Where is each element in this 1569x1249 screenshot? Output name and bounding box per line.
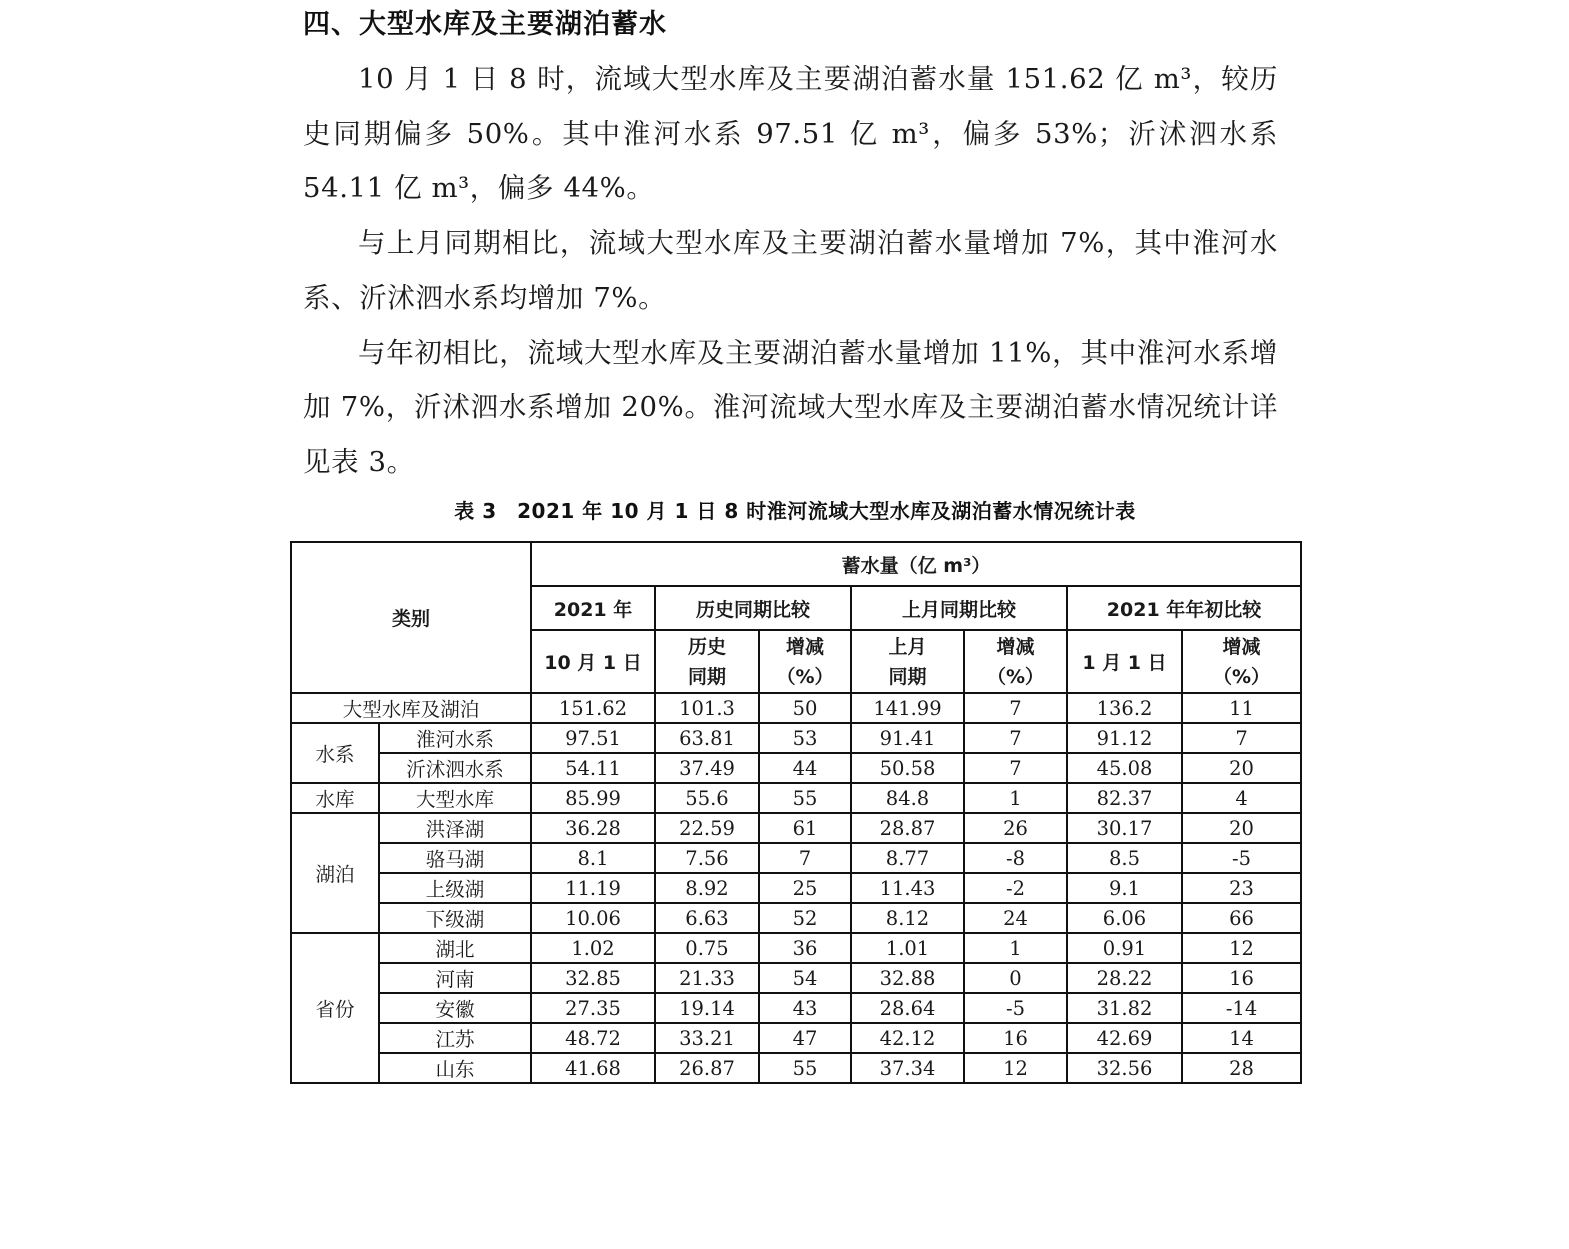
row-label: 河南 [379,963,531,993]
row-label: 沂沭泗水系 [379,753,531,783]
table-row [291,963,1301,993]
table-cell: 50.58 [851,753,964,783]
table-cell: 66 [1182,903,1301,933]
historical-period-header [655,630,759,693]
table-cell: 0.75 [655,933,759,963]
last-month-header: 上月同期比较 [851,586,1067,630]
table-row [291,783,1301,813]
table-cell: 97.51 [531,723,655,753]
row-label: 骆马湖 [379,843,531,873]
table-row [291,1023,1301,1053]
last-month-line2: 同期 [888,665,927,688]
table-cell: 20 [1182,813,1301,843]
group-label: 水系 [291,723,379,783]
jan1-header: 1 月 1 日 [1067,630,1182,693]
table-cell: 7.56 [655,843,759,873]
table-cell: 8.1 [531,843,655,873]
table-cell: 10.06 [531,903,655,933]
table-cell: 53 [759,723,851,753]
table-cell: 136.2 [1067,693,1182,723]
paragraph-2: 与上月同期相比，流域大型水库及主要湖泊蓄水量增加 7%，其中淮河水系、沂沭泗水系均增加 7%。 [303,227,1278,314]
table-cell: 24 [964,903,1067,933]
table-cell: 11 [1182,693,1301,723]
storage-table [290,541,1302,1084]
table-cell: 55 [759,1053,851,1083]
table-cell: 20 [1182,753,1301,783]
table-cell: 85.99 [531,783,655,813]
year-start-change-header [1182,630,1301,693]
table-row [291,933,1301,963]
table-row [291,723,1301,753]
table-cell: 1.01 [851,933,964,963]
table-cell: 45.08 [1067,753,1182,783]
historical-change-header [759,630,851,693]
table-cell: 7 [964,723,1067,753]
table-cell: -5 [964,993,1067,1023]
table-cell: 1.02 [531,933,655,963]
paragraph-1: 10 月 1 日 8 时，流域大型水库及主要湖泊蓄水量 151.62 亿 m³，较历史同期偏多 50%。其中淮河水系 97.51 亿 m³，偏多 53%；沂沭泗水系 54.11 亿 m³，偏多 44%。 [303,63,1278,205]
last-month-line1: 上月 [888,635,927,658]
table-cell: 54.11 [531,753,655,783]
table-row [291,693,1301,723]
table-cell: 41.68 [531,1053,655,1083]
table-cell: 91.12 [1067,723,1182,753]
table-cell: 47 [759,1023,851,1053]
table-cell: 19.14 [655,993,759,1023]
table-cell: 28.64 [851,993,964,1023]
table-cell: 48.72 [531,1023,655,1053]
table-row [291,1053,1301,1083]
table-cell: 21.33 [655,963,759,993]
table-cell: 141.99 [851,693,964,723]
table-cell: 12 [1182,933,1301,963]
table-cell: 16 [1182,963,1301,993]
row-label: 江苏 [379,1023,531,1053]
historical-line1: 历史 [688,635,727,658]
table-cell: 42.69 [1067,1023,1182,1053]
change-line2: （%） [776,665,834,688]
change-line1: 增减 [1222,635,1261,658]
table-cell: 32.56 [1067,1053,1182,1083]
table-cell: 31.82 [1067,993,1182,1023]
table-cell: 52 [759,903,851,933]
row-label: 洪泽湖 [379,813,531,843]
storage-header: 蓄水量（亿 m³） [531,542,1301,586]
table-cell: 8.5 [1067,843,1182,873]
table-row [291,813,1301,843]
table-cell: 23 [1182,873,1301,903]
row-label: 大型水库 [379,783,531,813]
group-label: 水库 [291,783,379,813]
table-cell: 28.22 [1067,963,1182,993]
table-cell: 43 [759,993,851,1023]
table-row [291,873,1301,903]
table-cell: 101.3 [655,693,759,723]
change-line1: 增减 [786,635,825,658]
table-cell: 82.37 [1067,783,1182,813]
table-cell: 84.8 [851,783,964,813]
table-cell: 6.63 [655,903,759,933]
change-line2: （%） [986,665,1045,688]
table-cell: 44 [759,753,851,783]
table-cell: 42.12 [851,1023,964,1053]
table-cell: 16 [964,1023,1067,1053]
table-cell: 30.17 [1067,813,1182,843]
table-cell: 8.77 [851,843,964,873]
category-header: 类别 [291,542,531,693]
group-label: 湖泊 [291,813,379,933]
table-cell: 7 [964,693,1067,723]
table-cell: 63.81 [655,723,759,753]
table-cell: 8.12 [851,903,964,933]
table-cell: 50 [759,693,851,723]
table-cell: 32.85 [531,963,655,993]
table-cell: 7 [759,843,851,873]
table-cell: 36.28 [531,813,655,843]
group-label: 省份 [291,933,379,1083]
row-label: 湖北 [379,933,531,963]
row-label: 山东 [379,1053,531,1083]
table-cell: 14 [1182,1023,1301,1053]
year-header: 2021 年 [531,586,655,630]
table-row [291,753,1301,783]
table-cell: 8.92 [655,873,759,903]
table-cell: 55.6 [655,783,759,813]
table-cell: 7 [1182,723,1301,753]
row-label: 上级湖 [379,873,531,903]
table-cell: 7 [964,753,1067,783]
year-start-header: 2021 年年初比较 [1067,586,1301,630]
historical-header: 历史同期比较 [655,586,851,630]
table-cell: 26.87 [655,1053,759,1083]
body-text [303,52,1278,490]
table-cell: 11.43 [851,873,964,903]
table-cell: 36 [759,933,851,963]
table-cell: 55 [759,783,851,813]
table-cell: -14 [1182,993,1301,1023]
table-cell: 1 [964,783,1067,813]
table-cell: 25 [759,873,851,903]
oct1-header: 10 月 1 日 [531,630,655,693]
table-cell: 22.59 [655,813,759,843]
paragraph-3: 与年初相比，流域大型水库及主要湖泊蓄水量增加 11%，其中淮河水系增加 7%，沂沭泗水系增加 20%。淮河流域大型水库及主要湖泊蓄水情况统计详见表 3。 [303,336,1278,478]
historical-line2: 同期 [688,665,727,688]
table-cell: 32.88 [851,963,964,993]
table-cell: -5 [1182,843,1301,873]
table-cell: 0 [964,963,1067,993]
row-label: 大型水库及湖泊 [291,693,531,723]
table-caption: 表 3 2021 年 10 月 1 日 8 时淮河流域大型水库及湖泊蓄水情况统计表 [454,499,1136,523]
last-month-period-header [851,630,964,693]
table-cell: 4 [1182,783,1301,813]
table-cell: 26 [964,813,1067,843]
table-cell: 12 [964,1053,1067,1083]
table-cell: 27.35 [531,993,655,1023]
table-cell: 37.34 [851,1053,964,1083]
table-cell: -8 [964,843,1067,873]
table-cell: 28.87 [851,813,964,843]
section-heading: 四、大型水库及主要湖泊蓄水 [303,9,667,40]
row-label: 下级湖 [379,903,531,933]
row-label: 淮河水系 [379,723,531,753]
table-cell: 33.21 [655,1023,759,1053]
table-cell: 151.62 [531,693,655,723]
table-cell: 61 [759,813,851,843]
table-cell: 54 [759,963,851,993]
table-cell: 9.1 [1067,873,1182,903]
row-label: 安徽 [379,993,531,1023]
table-cell: 37.49 [655,753,759,783]
table-cell: -2 [964,873,1067,903]
last-month-change-header [964,630,1067,693]
table-cell: 91.41 [851,723,964,753]
table-row [291,903,1301,933]
table-cell: 0.91 [1067,933,1182,963]
table-cell: 6.06 [1067,903,1182,933]
table-cell: 1 [964,933,1067,963]
table-cell: 11.19 [531,873,655,903]
change-line2: （%） [1213,665,1271,688]
table-cell: 28 [1182,1053,1301,1083]
change-line1: 增减 [996,635,1035,658]
table-row [291,993,1301,1023]
table-row [291,843,1301,873]
